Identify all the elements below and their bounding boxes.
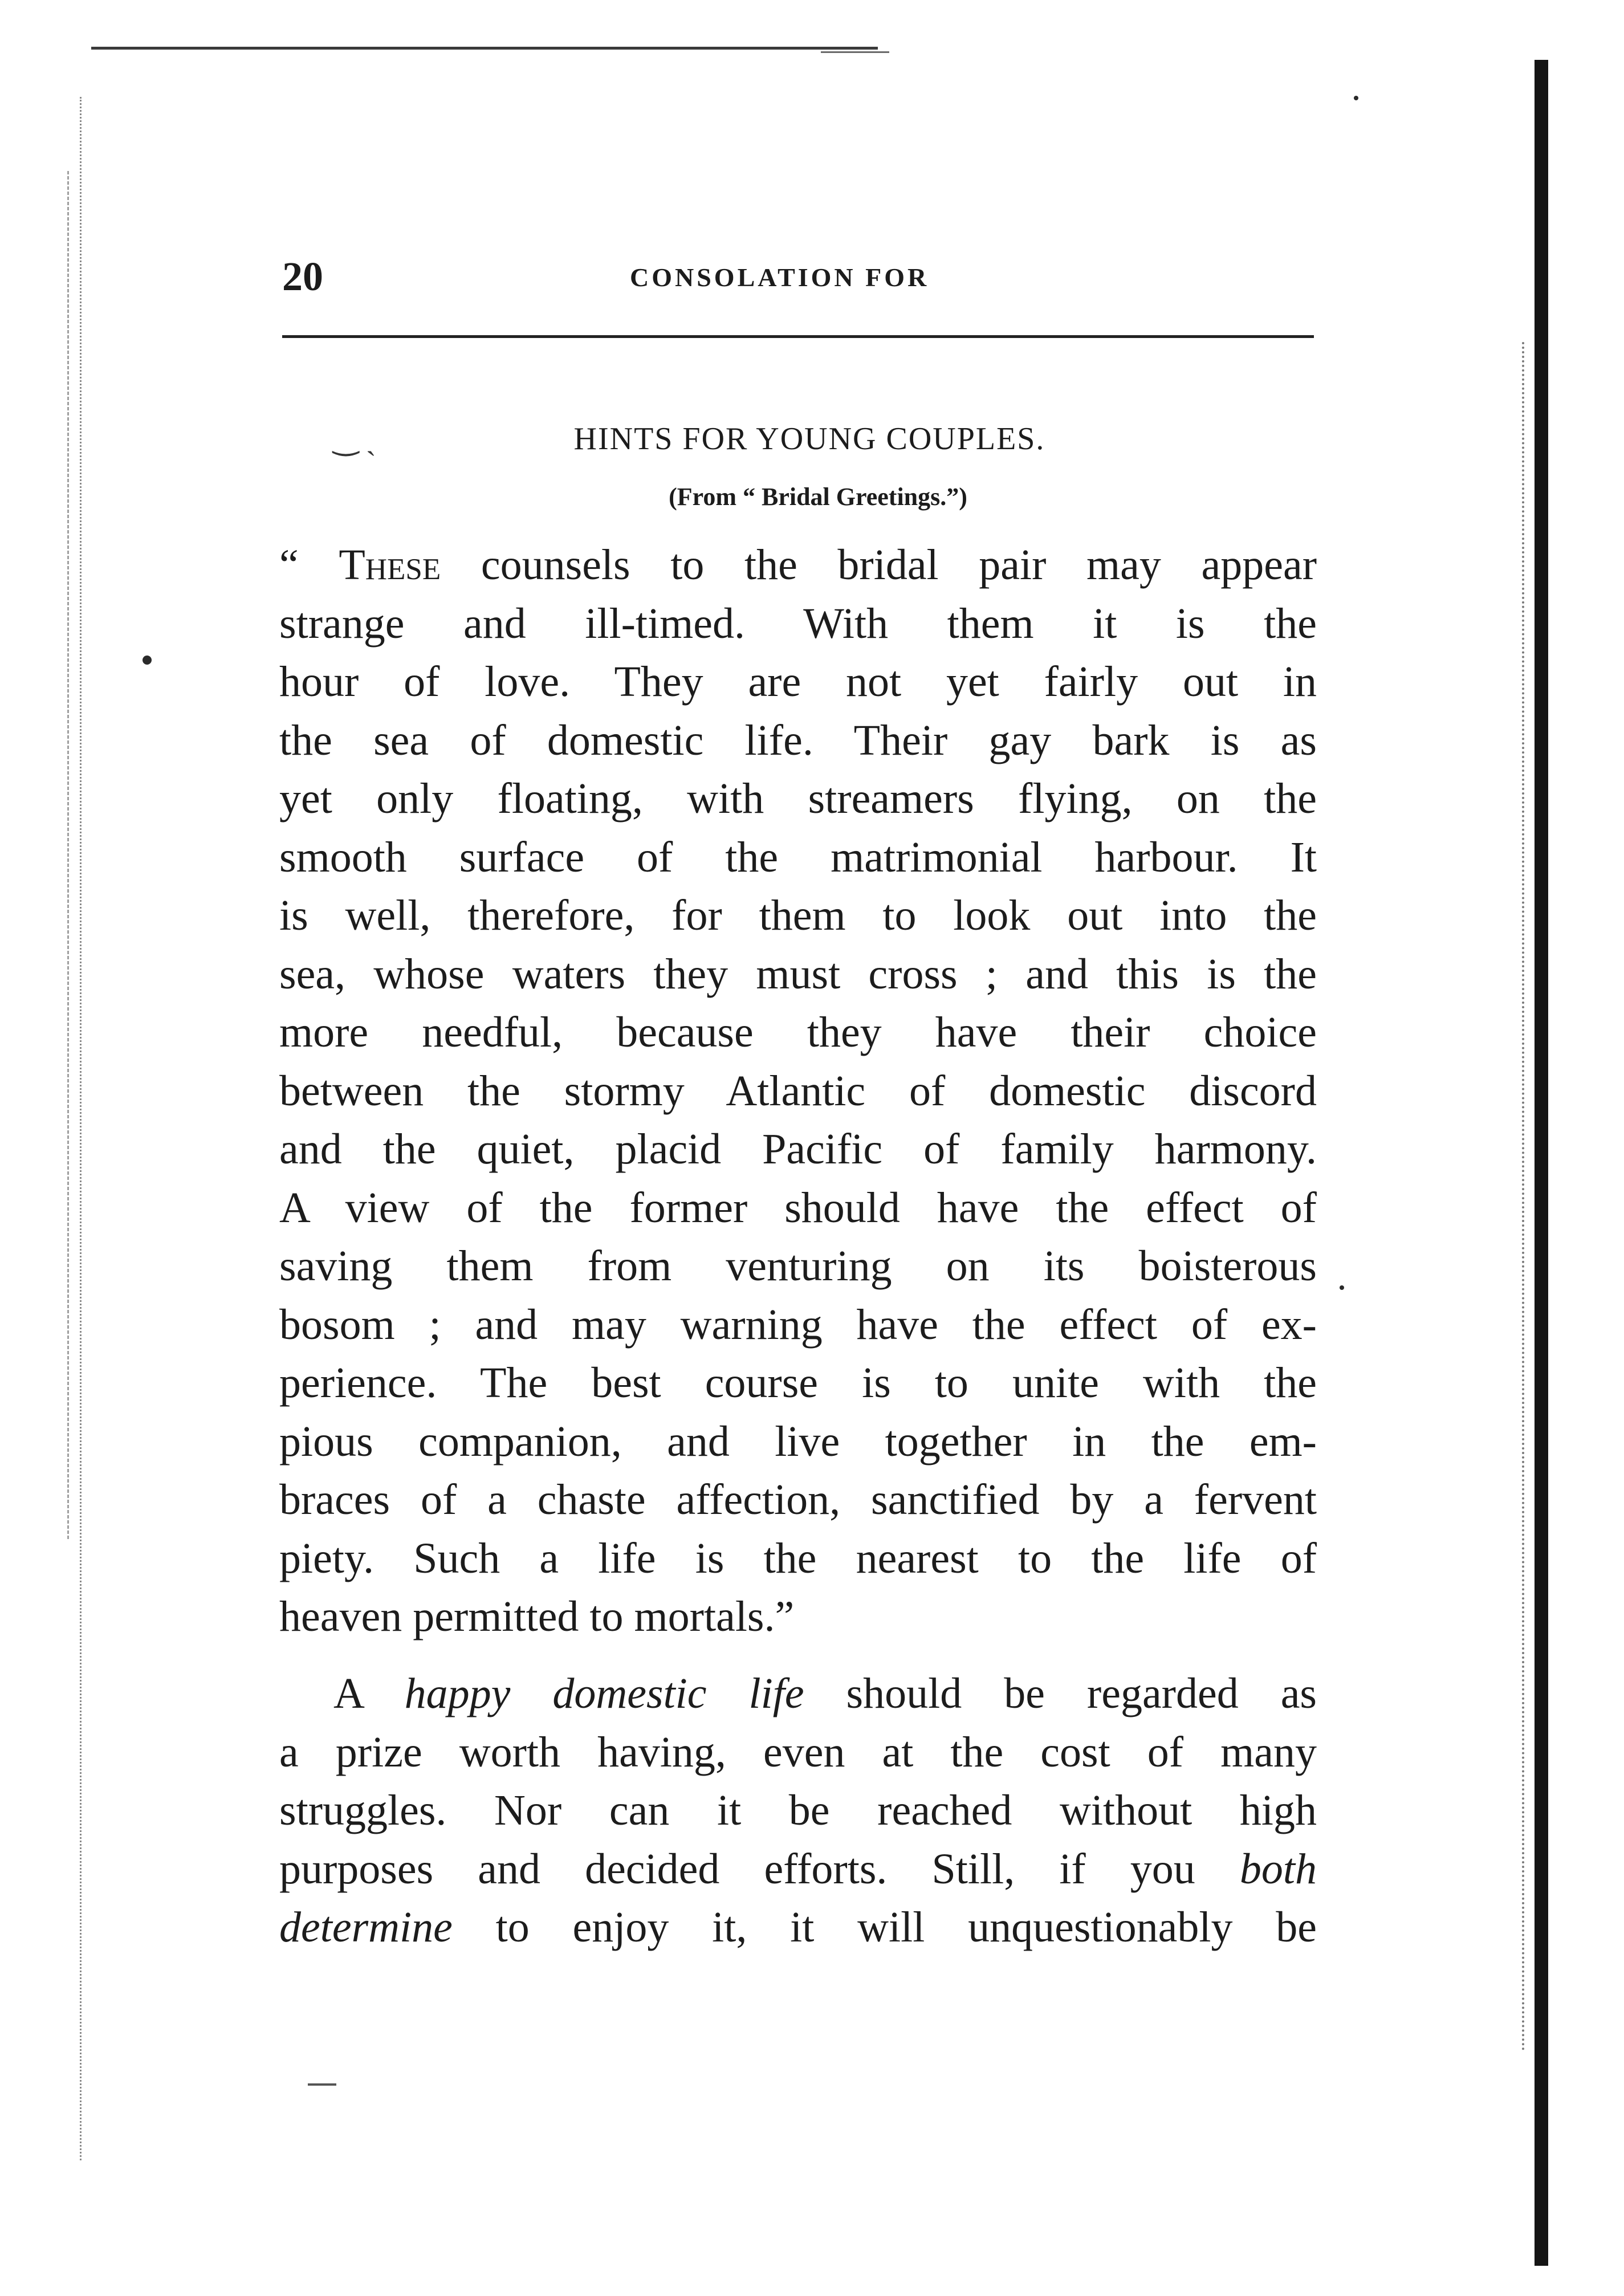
- paragraph-line: strange and ill-timed. With them it is the: [279, 599, 1317, 648]
- paragraph-line: and the quiet, placid Pacific of family harmony.: [279, 1125, 1317, 1173]
- scan-edge-top-fragment: [821, 51, 889, 53]
- paragraph-line: “ These counsels to the bridal pair may appear: [279, 541, 1317, 589]
- paragraph-line: perience. The best course is to unite with the: [279, 1359, 1317, 1407]
- paragraph-line: bosom ; and may warning have the effect of ex-: [279, 1300, 1317, 1349]
- italic-phrase: happy domestic life: [404, 1670, 804, 1717]
- italic-word: determine: [279, 1903, 453, 1951]
- paragraph-line: A view of the former should have the effect of: [279, 1183, 1317, 1232]
- paragraph-line: yet only floating, with streamers flying, on the: [279, 775, 1317, 823]
- page-number: 20: [282, 254, 323, 299]
- ink-speck: [143, 656, 152, 665]
- scan-edge-top: [91, 47, 878, 50]
- paragraph-line: piety. Such a life is the nearest to the life of: [279, 1534, 1317, 1582]
- quote-paragraph: [279, 536, 1317, 1646]
- paragraph-line: is well, therefore, for them to look out into the: [279, 891, 1317, 939]
- paragraph-line: between the stormy Atlantic of domestic discord: [279, 1066, 1317, 1115]
- stray-mark: ‿ ˎ: [333, 422, 376, 456]
- scan-edge-right: [1535, 60, 1548, 2266]
- ink-speck: [1340, 1285, 1344, 1290]
- paragraph-line: the sea of domestic life. Their gay bark is as: [279, 716, 1317, 764]
- paragraph-line: braces of a chaste affection, sanctified by a fervent: [279, 1476, 1317, 1524]
- scan-edge-right-noise: [1522, 342, 1529, 2052]
- paragraph-line: purposes and decided efforts. Still, if you both: [279, 1845, 1317, 1893]
- paragraph-line: saving them from venturing on its boisterous: [279, 1242, 1317, 1290]
- paragraph-line: more needful, because they have their choice: [279, 1008, 1317, 1056]
- italic-word: both: [1239, 1845, 1317, 1893]
- paragraph-line: sea, whose waters they must cross ; and this is the: [279, 950, 1317, 998]
- paragraph-line: struggles. Nor can it be reached without high: [279, 1786, 1317, 1834]
- scan-edge-left-noise: [67, 171, 70, 1539]
- header-rule: [282, 335, 1314, 338]
- page-header: [282, 251, 1314, 302]
- paragraph-line: hour of love. They are not yet fairly out in: [279, 658, 1317, 706]
- paragraph-line: A happy domestic life should be regarded as: [333, 1670, 1317, 1717]
- section-title: HINTS FOR YOUNG COUPLES.: [573, 421, 1045, 457]
- paragraph-line: a prize worth having, even at the cost of many: [279, 1728, 1317, 1776]
- small-caps-word: These: [339, 541, 441, 589]
- paragraph-line: smooth surface of the matrimonial harbour. It: [279, 833, 1317, 881]
- running-head: CONSOLATION FOR: [630, 263, 930, 292]
- paragraph-line: determine to enjoy it, it will unquestionably be: [279, 1903, 1317, 1951]
- section-subtitle: (From “ Bridal Greetings.”): [669, 483, 967, 511]
- paragraph-line: heaven permitted to mortals.”: [279, 1593, 795, 1640]
- ink-speck: [1354, 96, 1358, 100]
- body-paragraph: [279, 1664, 1317, 1957]
- paragraph-line: pious companion, and live together in the em-: [279, 1417, 1317, 1465]
- scan-dash-mark: [308, 2083, 336, 2086]
